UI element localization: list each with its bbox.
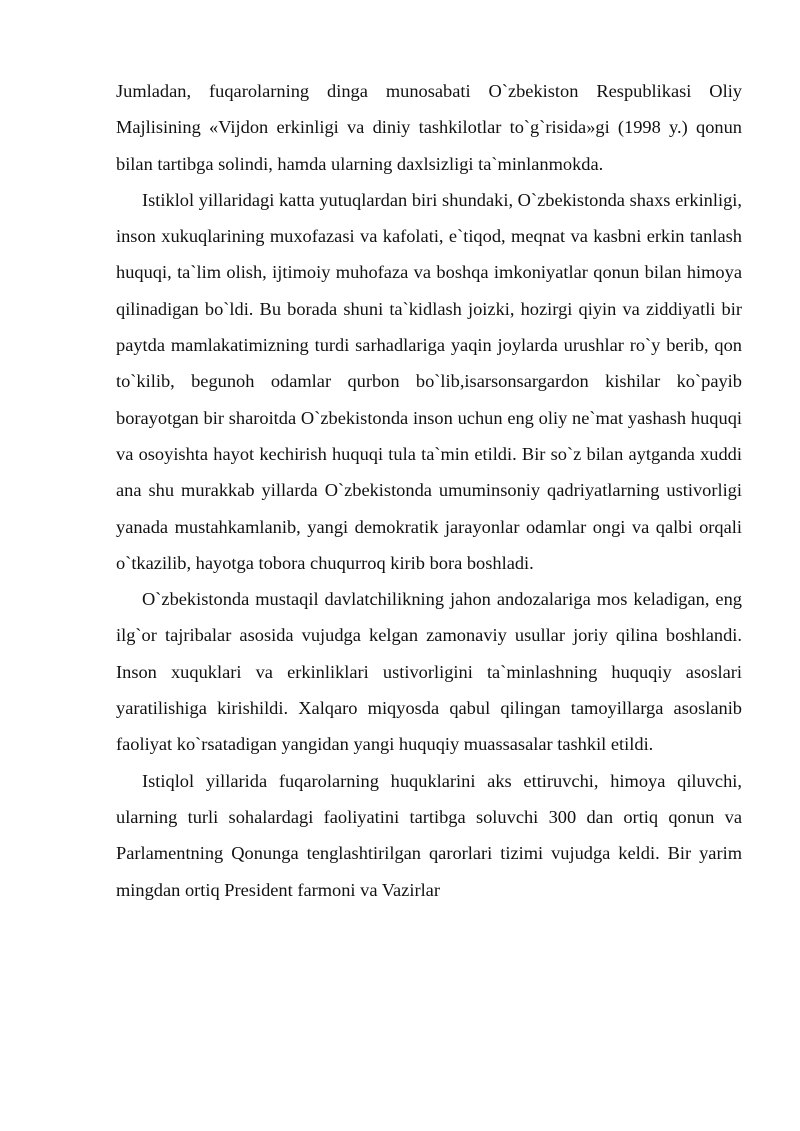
paragraph-2: Istiklol yillaridagi katta yutuqlardan biri shundaki, O`zbekistonda shaxs erkinligi, inson xukuqlarining muxofazasi va kafolati, e`tiqod, meqnat va kasbni erkin tanlash huquqi, ta`lim olish, ijtimoiy muhofaza va boshqa imkoniyatlar qonun bilan himoya qilinadigan bo`ldi. Bu borada shuni ta`kidlash joizki, hozirgi qiyin va ziddiyatli bir paytda mamlakatimizning turdi sarhadlariga yaqin joylarda urushlar ro`y berib, qon to`kilib, begunoh odamlar qurbon bo`lib,isarsonsargardon kishilar ko`payib borayotgan bir sharoitda O`zbekistonda inson uchun eng oliy ne`mat yashash huquqi va osoyishta hayot kechirish huquqi tula ta`min etildi. Bir so`z bilan aytganda xuddi ana shu murakkab yillarda O`zbekistonda umuminsoniy qadriyatlarning ustivorligi yanada mustahkamlanib, yangi demokratik jarayonlar odamlar ongi va qalbi orqali o`tkazilib, hayotga tobora chuqurroq kirib bora boshladi.: [116, 189, 742, 573]
paragraph-3: O`zbekistonda mustaqil davlatchilikning jahon andozalariga mos keladigan, eng ilg`or tajribalar asosida vujudga kelgan zamonaviy usullar joriy qilina boshlandi. Inson xuquklari va erkinliklari ustivorligini ta`minlashning huquqiy asoslari yaratilishiga kirishildi. Xalqaro miqyosda qabul qilingan tamoyillarga asoslanib faoliyat ko`rsatadigan yangidan yangi huquqiy muassasalar tashkil etildi.: [116, 589, 742, 755]
paragraph-1: Jumladan, fuqarolarning dinga munosabati O`zbekiston Respublikasi Oliy Majlisining «Vijdon erkinligi va diniy tashkilotlar to`g`risida»gi (1998 y.) qonun bilan tartibga solindi, hamda ularning daxlsizligi ta`minlanmokda.: [116, 81, 742, 174]
paragraph-4: Istiqlol yillarida fuqarolarning huquklarini aks ettiruvchi, himoya qiluvchi, ularning turli sohalardagi faoliyatini tartibga soluvchi 300 dan ortiq qonun va Parlamentning Qonunga tenglashtirilgan qarorlari tizimi vujudga keldi. Bir yarim mingdan ortiq President farmoni va Vazirlar: [116, 770, 742, 900]
document-page: [116, 73, 742, 908]
